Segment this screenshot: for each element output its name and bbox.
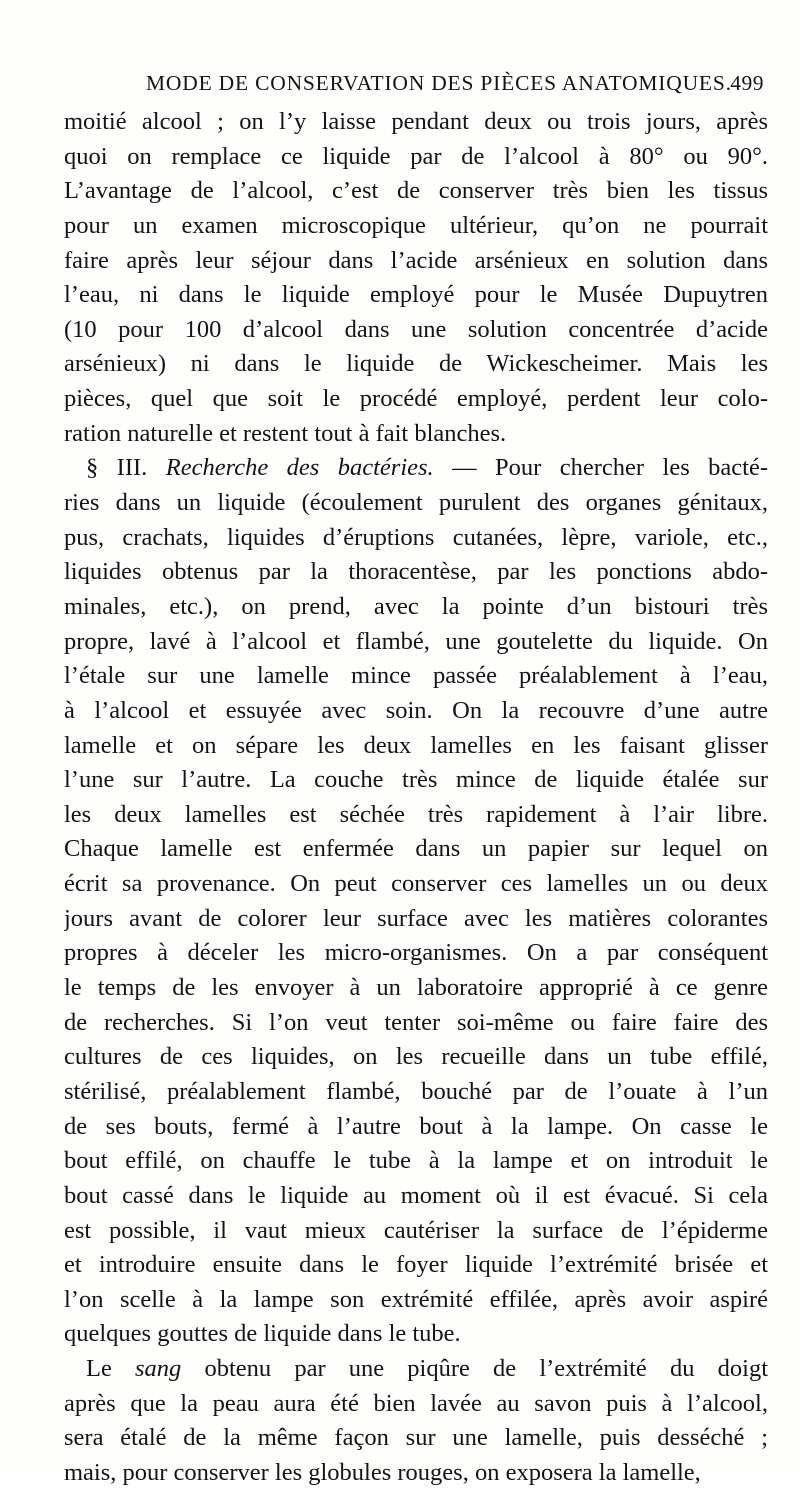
line-lead-text: § III.	[86, 454, 166, 482]
italic-emphasis: sang	[135, 1355, 182, 1383]
text-line: de recherches. Si l’on veut tenter soi-même ou faire faire des	[64, 1008, 768, 1036]
text-line: les deux lamelles est séchée très rapidement à l’air libre.	[64, 800, 768, 828]
text-line: mais, pour conserver les globules rouges, on exposera la lamelle,	[64, 1458, 701, 1486]
body-text	[64, 105, 768, 1491]
italic-emphasis: Recherche des bactéries.	[165, 454, 434, 482]
text-line: faire après leur séjour dans l’acide arsénieux en solution dans	[64, 246, 768, 274]
text-line: Chaque lamelle est enfermée dans un papier sur lequel on	[64, 835, 768, 863]
text-line: propres à déceler les micro-organismes. On a par conséquent	[64, 939, 768, 967]
line-lead-text: Le	[86, 1355, 136, 1383]
text-line: sera étalé de la même façon sur une lamelle, puis desséché ;	[64, 1424, 768, 1452]
text-line: stérilisé, préalablement flambé, bouché par de l’ouate à l’un	[64, 1077, 768, 1105]
text-line: propre, lavé à l’alcool et flambé, une goutelette du liquide. On	[64, 627, 768, 655]
text-line: est possible, il vaut mieux cautériser la surface de l’épiderme	[64, 1216, 768, 1244]
text-line: minales, etc.), on prend, avec la pointe d’un bistouri très	[64, 592, 768, 620]
text-line: ration naturelle et restent tout à fait blanches.	[64, 419, 507, 447]
text-line: et introduire ensuite dans le foyer liquide l’extrémité brisée et	[64, 1251, 768, 1279]
text-line: quelques gouttes de liquide dans le tube.	[64, 1320, 461, 1348]
text-line: à l’alcool et essuyée avec soin. On la recouvre d’une autre	[64, 696, 768, 724]
text-line: après que la peau aura été bien lavée au savon puis à l’alcool,	[64, 1389, 768, 1417]
text-line: l’une sur l’autre. La couche très mince de liquide étalée sur	[64, 766, 768, 794]
text-line: pièces, quel que soit le procédé employé, perdent leur colo-	[64, 385, 768, 413]
text-line: moitié alcool ; on l’y laisse pendant deux ou trois jours, après	[64, 108, 768, 135]
text-line: bout effilé, on chauffe le tube à la lampe et on introduit le	[64, 1147, 768, 1175]
line-trailing-text: obtenu par une piqûre de l’extrémité du doigt	[181, 1355, 768, 1383]
text-line: jours avant de colorer leur surface avec les matières colorantes	[64, 904, 768, 932]
text-line: arsénieux) ni dans le liquide de Wickescheimer. Mais les	[64, 350, 768, 378]
line-trailing-text: — Pour chercher les bacté-	[433, 454, 768, 482]
text-line: liquides obtenus par la thoracentèse, par les ponctions abdo-	[64, 558, 768, 586]
text-line: lamelle et on sépare les deux lamelles en les faisant glisser	[64, 731, 768, 759]
text-line: pus, crachats, liquides d’éruptions cutanées, lèpre, variole, etc.,	[64, 523, 768, 551]
text-line: l’on scelle à la lampe son extrémité effilée, après avoir aspiré	[64, 1285, 768, 1313]
text-line: quoi on remplace ce liquide par de l’alcool à 80° ou 90°.	[64, 142, 768, 170]
text-line: pour un examen microscopique ultérieur, qu’on ne pourrait	[64, 211, 768, 239]
text-line: l’étale sur une lamelle mince passée préalablement à l’eau,	[64, 662, 768, 690]
text-line: ries dans un liquide (écoulement purulent des organes génitaux,	[64, 489, 768, 517]
text-line	[64, 1352, 768, 1387]
text-line: le temps de les envoyer à un laboratoire approprié à ce genre	[64, 974, 768, 1002]
running-title: MODE DE CONSERVATION DES PIÈCES ANATOMIQUES.	[146, 71, 732, 95]
running-head	[64, 66, 764, 100]
text-line: (10 pour 100 d’alcool dans une solution concentrée d’acide	[64, 315, 768, 343]
text-line: l’eau, ni dans le liquide employé pour le Musée Dupuytren	[64, 281, 768, 309]
text-line: bout cassé dans le liquide au moment où il est évacué. Si cela	[64, 1181, 768, 1209]
text-line: L’avantage de l’alcool, c’est de conserver très bien les tissus	[64, 177, 768, 205]
text-line	[64, 451, 768, 486]
text-line: écrit sa provenance. On peut conserver ces lamelles un ou deux	[64, 870, 768, 898]
text-line: de ses bouts, fermé à l’autre bout à la lampe. On casse le	[64, 1112, 768, 1140]
text-line: cultures de ces liquides, on les recueille dans un tube effilé,	[64, 1043, 768, 1071]
page-number: 499	[730, 71, 764, 95]
